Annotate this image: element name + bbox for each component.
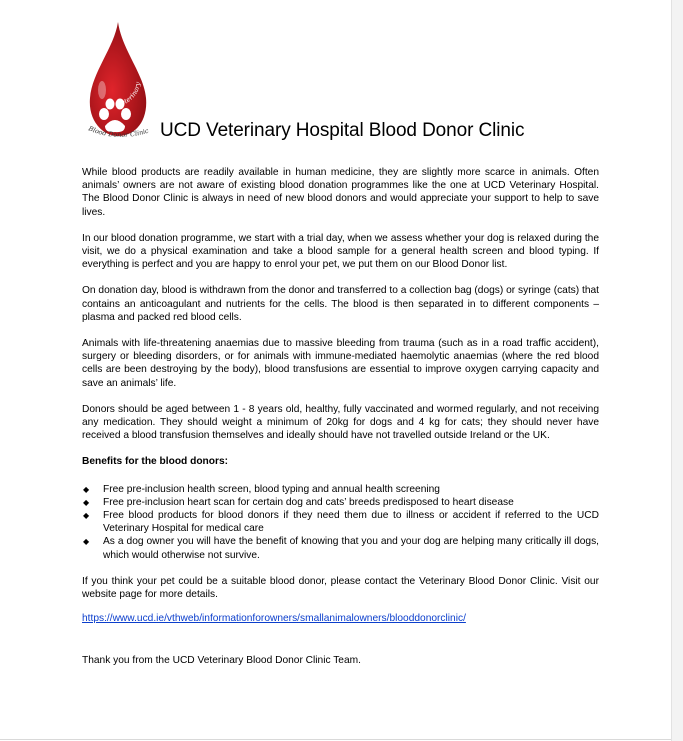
transfusion-paragraph: Animals with life-threatening anaemias due to massive bleeding from trauma (such as in a road traffic accident), surgery or bleeding disorders, or for animals with immune-mediated haemolytic anaemias (where the red blood cells are been destroying by the body), blood transfusions are essential to improve oxygen carrying capacity and save an animals’ life. [82, 338, 599, 389]
diamond-bullet-icon: ◆ [83, 497, 90, 507]
donor-criteria-paragraph: Donors should be aged between 1 - 8 years old, healthy, fully vaccinated and wormed regularly, and not receiving any medication. They should weight a minimum of 20kg for dogs and 4 kg for cats; they should never have received a blood transfusion themselves and ideally should have not travelled outside Ireland or the UK. [82, 403, 599, 442]
donation-day-paragraph: On donation day, blood is withdrawn from the donor and transferred to a collection bag (dogs) or syringe (cats) that contains an anticoagulant and nutrients for the cells. The blood is then separated in to different components – plasma and packed red blood cells. [82, 285, 599, 323]
blood-donor-clinic-link[interactable]: https://www.ucd.ie/vthweb/informationforowners/smallanimalowners/blooddonorclinic/ [82, 613, 466, 625]
diamond-bullet-icon: ◆ [83, 484, 90, 494]
intro-paragraph: While blood products are readily available in human medicine, they are slightly more scarce in animals. Often animals’ owners are not aware of existing blood donation programmes like the one at UCD Veterinary Hospital. The Blood Donor Clinic is always in need of new blood donors and would appreciate your support to help to save lives. [82, 167, 599, 218]
document-body [82, 166, 599, 681]
list-item-text: Free pre-inclusion health screen, blood typing and annual health screening [103, 483, 440, 495]
list-item-text: Free blood products for blood donors if they need them due to illness or accident if referred to the UCD Veterinary Hospital for medical care [103, 510, 599, 535]
list-item [82, 535, 599, 561]
contact-paragraph: If you think your pet could be a suitable blood donor, please contact the Veterinary Blood Donor Clinic. Visit our website page for more details. [82, 575, 599, 601]
list-item [82, 483, 599, 496]
svg-text:Blood Donor Clinic: Blood Donor Clinic [87, 124, 150, 140]
list-item [82, 509, 599, 535]
list-item-text: Free pre-inclusion heart scan for certain dog and cats’ breeds predisposed to heart disease [103, 496, 514, 508]
programme-paragraph: In our blood donation programme, we start with a trial day, when we assess whether your dog is relaxed during the visit, we do a physical examination and take a blood sample for a general health screen and blood typing. If everything is perfect and you are happy to enrol your pet, we put them on our Blood Donor list. [82, 232, 599, 271]
scrollbar[interactable] [671, 0, 683, 741]
page-title: UCD Veterinary Hospital Blood Donor Clinic [160, 120, 525, 141]
benefits-list [82, 483, 599, 562]
list-item [82, 496, 599, 509]
diamond-bullet-icon: ◆ [83, 537, 90, 547]
closing-line: Thank you from the UCD Veterinary Blood Donor Clinic Team. [82, 655, 361, 667]
benefits-heading: Benefits for the blood donors: [82, 456, 229, 468]
svg-text:Veterinary: Veterinary [116, 81, 143, 109]
blood-drop-logo [78, 18, 158, 148]
diamond-bullet-icon: ◆ [83, 511, 90, 521]
list-item-text: As a dog owner you will have the benefit of knowing that you and your dog are helping many critically ill dogs, which would otherwise not survive. [103, 536, 599, 561]
